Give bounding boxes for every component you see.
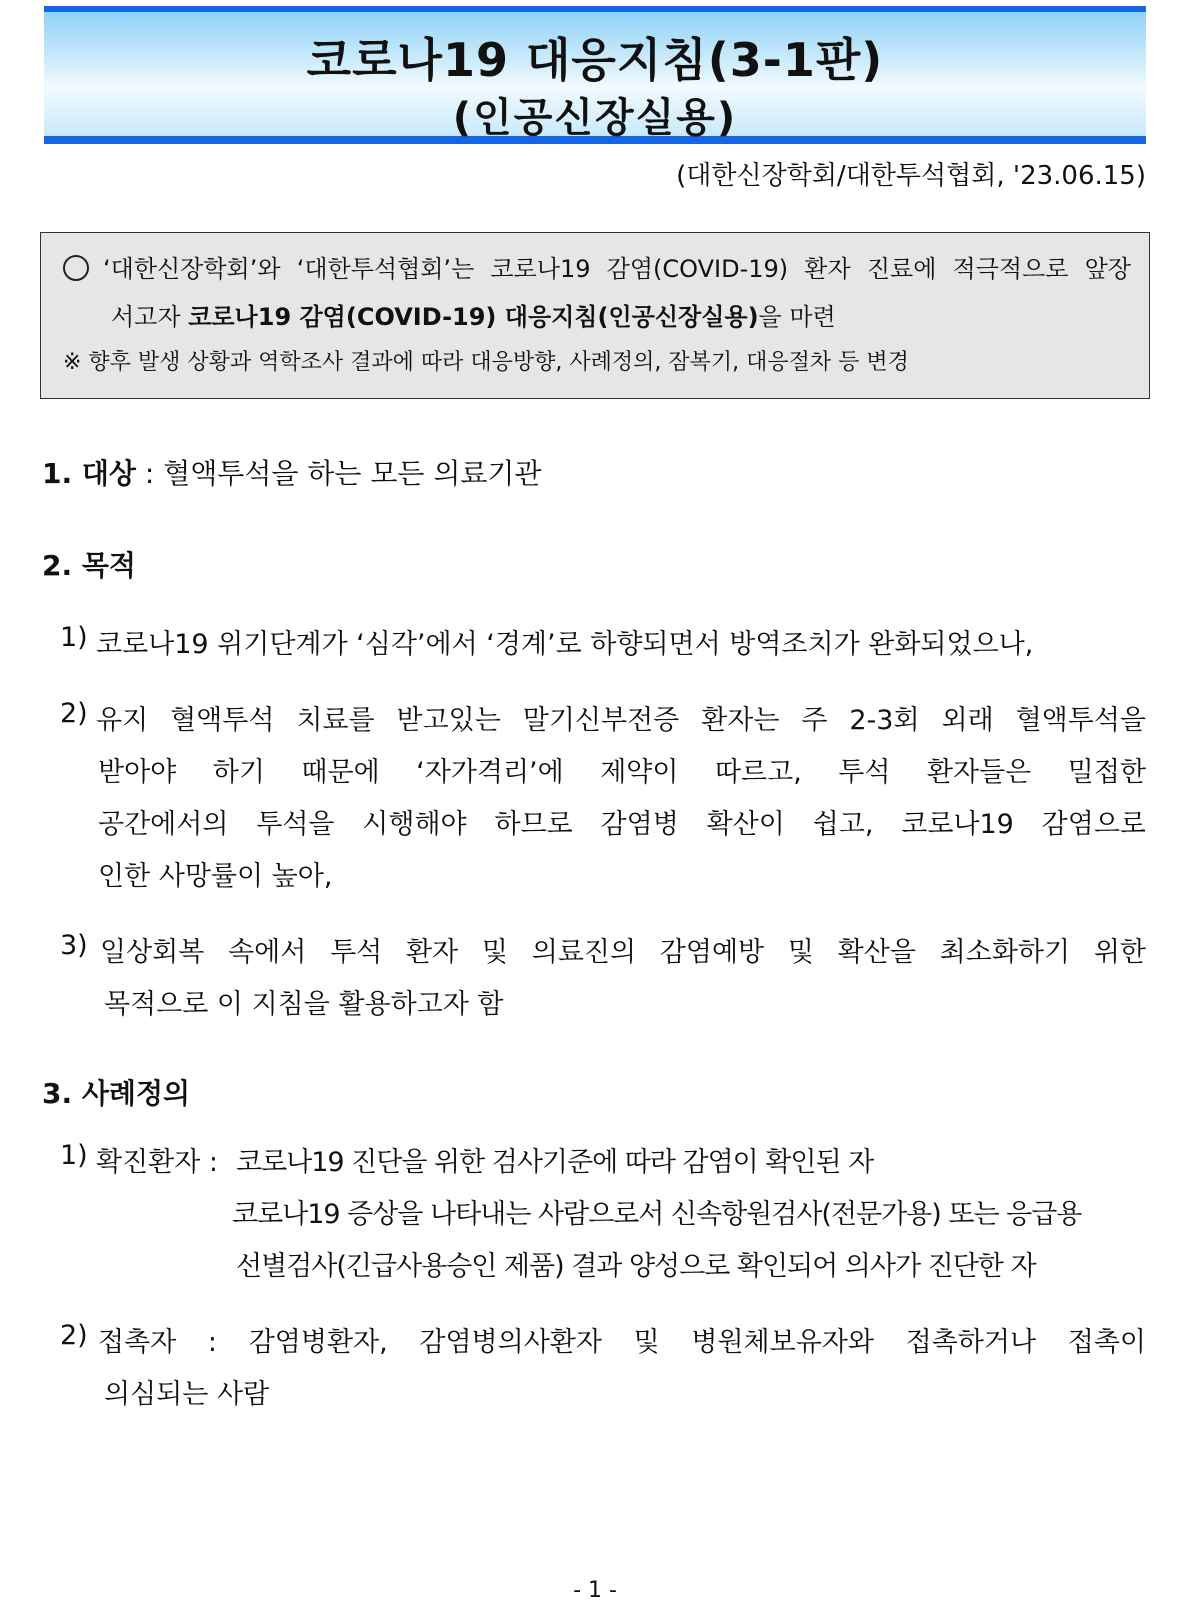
section-2-item-2-line-4: 인한 사망률이 높아, — [98, 861, 333, 892]
section-1-text: : 혈액투석을 하는 모든 의료기관 — [135, 457, 542, 490]
section-3-item-2-line-1: 접촉자 : 감염병환자, 감염병의사환자 및 병원체보유자와 접촉하거나 접촉이 — [98, 1327, 1146, 1358]
notice-line-3: ※ 향후 발생 상황과 역학조사 결과에 따라 대응방향, 사례정의, 잠복기, 대응절차 등 변경 — [63, 350, 909, 375]
section-2-item-1-line-1: 코로나19 위기단계가 ‘심각’에서 ‘경계’로 하향되면서 방역조치가 완화되었으나, — [96, 629, 1034, 660]
circle-bullet-icon — [63, 255, 89, 281]
section-1 — [42, 452, 542, 492]
section-2-item-2-number: 2) — [60, 698, 88, 729]
section-1-heading: 1. 대상 — [42, 457, 136, 490]
section-3-item-2-line-2: 의심되는 사람 — [104, 1379, 270, 1410]
section-3-item-1-line-2: 코로나19 증상을 나타내는 사람으로서 신속항원검사(전문가용) 또는 응급용 — [232, 1199, 1082, 1230]
section-3-item-1-number: 1) — [60, 1140, 88, 1171]
document-title: 코로나19 대응지침(3-1판) — [306, 33, 884, 87]
title-banner — [44, 6, 1146, 144]
section-2-item-2-line-2: 받아야 하기 때문에 ‘자가격리’에 제약이 따르고, 투석 환자들은 밀접한 — [98, 757, 1146, 788]
section-3-item-2-number: 2) — [60, 1320, 88, 1351]
page-number: - 1 - — [573, 1578, 617, 1603]
section-3-heading: 3. 사례정의 — [42, 1077, 191, 1110]
section-3-item-1-line-1: 코로나19 진단을 위한 검사기준에 따라 감염이 확인된 자 — [236, 1147, 874, 1178]
notice-line-1: ‘대한신장학회’와 ‘대한투석협회’는 코로나19 감염(COVID-19) 환자 진료에 적극적으로 앞장 — [103, 255, 1131, 283]
section-2-item-2-line-3: 공간에서의 투석을 시행해야 하므로 감염병 확산이 쉽고, 코로나19 감염으로 — [98, 809, 1146, 840]
document-subtitle: (인공신장실용) — [452, 95, 738, 141]
section-2-item-3-line-2: 목적으로 이 지침을 활용하고자 함 — [104, 989, 504, 1020]
notice-box — [40, 232, 1150, 399]
section-3-item-1-line-3: 선별검사(긴급사용승인 제품) 결과 양성으로 확인되어 의사가 진단한 자 — [236, 1251, 1036, 1282]
notice-line-2-bold: 코로나19 감염(COVID-19) 대응지침(인공신장실용) — [188, 303, 759, 331]
notice-line-2 — [111, 297, 836, 332]
section-2-item-2-line-1: 유지 혈액투석 치료를 받고있는 말기신부전증 환자는 주 2-3회 외래 혈액투석을 — [96, 705, 1146, 736]
notice-line-2-prefix: 서고자 — [111, 303, 189, 331]
section-2-heading: 2. 목적 — [42, 549, 136, 582]
notice-line-2-suffix: 을 마련 — [758, 303, 836, 331]
section-2-item-1-number: 1) — [60, 622, 88, 653]
section-2-item-3-number: 3) — [60, 930, 88, 961]
source-attribution: (대한신장학회/대한투석협회, '23.06.15) — [676, 161, 1146, 191]
section-3-item-1-label: 확진환자 : — [96, 1147, 219, 1178]
section-2-item-3-line-1: 일상회복 속에서 투석 환자 및 의료진의 감염예방 및 확산을 최소화하기 위한 — [100, 937, 1146, 968]
